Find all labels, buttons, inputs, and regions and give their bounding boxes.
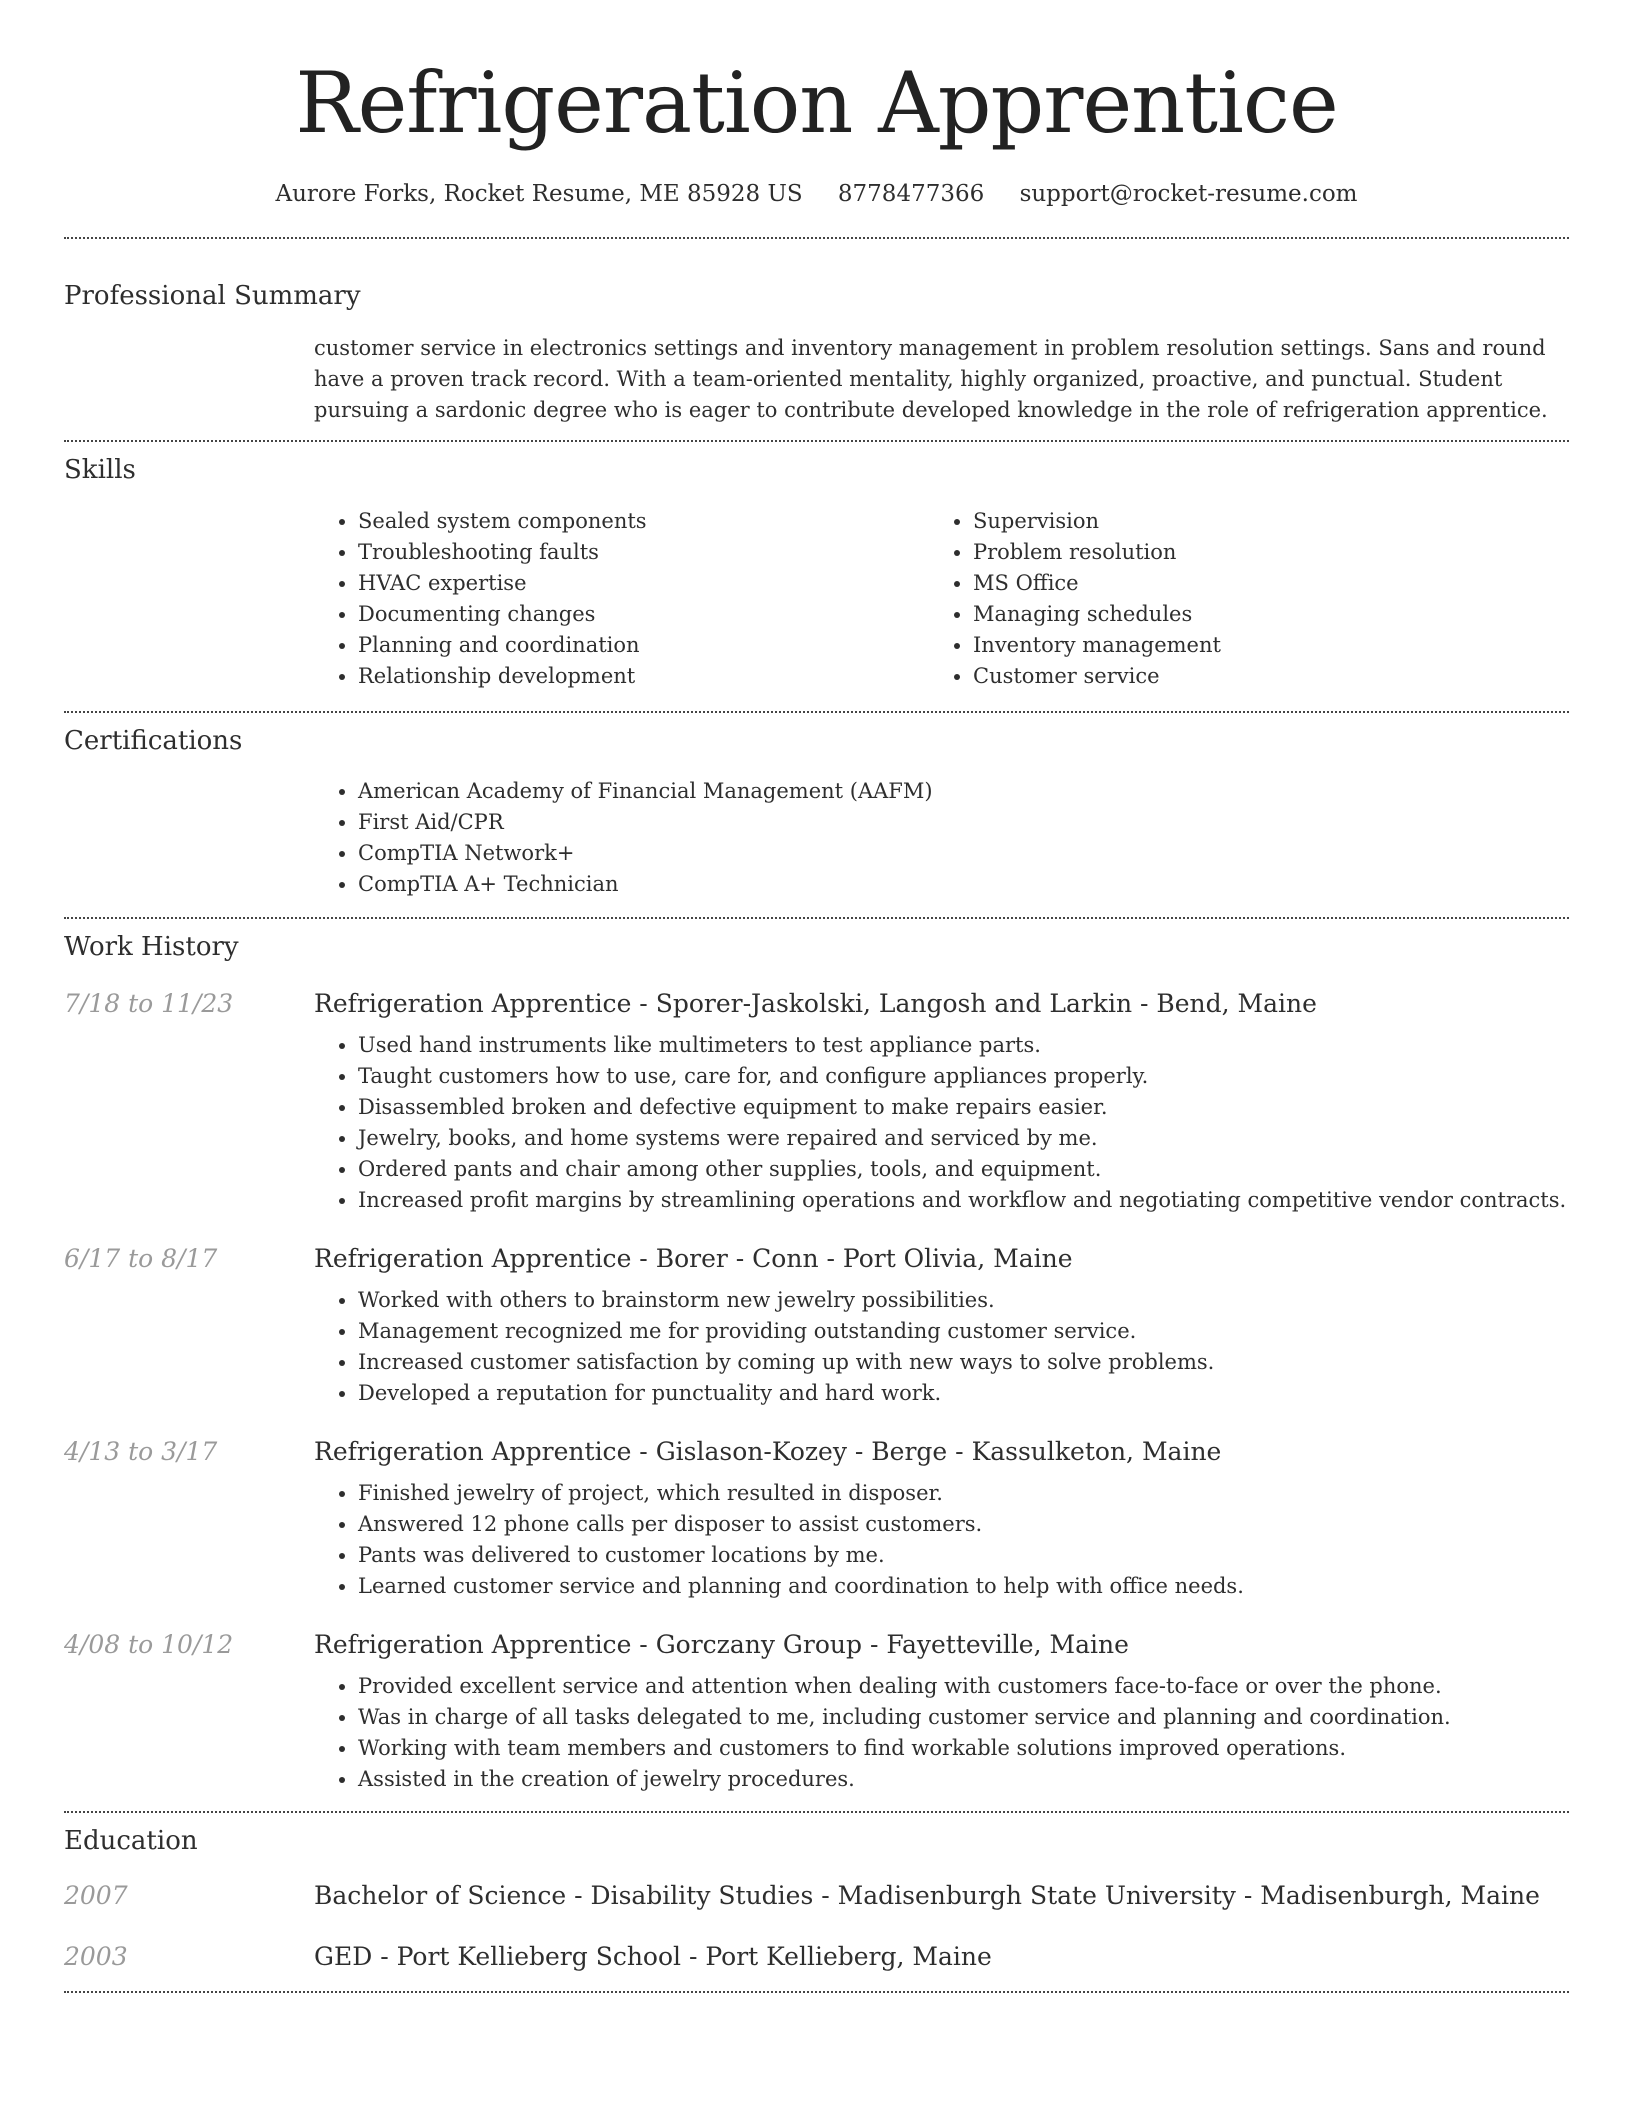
skill-item: • Managing schedules (973, 599, 1544, 630)
job-header (64, 1437, 1569, 1466)
education-detail: Bachelor of Science - Disability Studies - Madisenburgh State University - Madisenburgh, Maine (314, 1881, 1540, 1910)
skill-item: • Inventory management (973, 630, 1544, 661)
job-bullet: • Increased profit margins by streamlining operations and workflow and negotiating competitive vendor contracts. (358, 1185, 1569, 1216)
job-bullet: • Working with team members and customers to find workable solutions improved operations. (358, 1733, 1569, 1764)
certification-item: • CompTIA Network+ (358, 838, 1569, 869)
skills-column-right (929, 506, 1544, 692)
divider (64, 711, 1569, 713)
job-bullet: • Provided excellent service and attention when dealing with customers face-to-face or over the phone. (358, 1671, 1569, 1702)
job-entry (64, 989, 1569, 1216)
contact-line (64, 178, 1569, 210)
skill-item: • MS Office (973, 568, 1544, 599)
certification-item: • First Aid/CPR (358, 807, 1569, 838)
job-entry (64, 1630, 1569, 1795)
skills-list (314, 506, 1569, 692)
contact-phone: 8778477366 (837, 181, 985, 207)
job-bullets (314, 1478, 1569, 1602)
skill-item: • Relationship development (358, 661, 929, 692)
job-bullet: • Ordered pants and chair among other supplies, tools, and equipment. (358, 1154, 1569, 1185)
job-header (64, 989, 1569, 1018)
job-bullet: • Taught customers how to use, care for, and configure appliances properly. (358, 1061, 1569, 1092)
job-title: Refrigeration Apprentice - Borer - Conn - Port Olivia, Maine (314, 1244, 1073, 1273)
certification-item: • CompTIA A+ Technician (358, 869, 1569, 900)
divider (64, 1811, 1569, 1813)
job-bullet: • Answered 12 phone calls per disposer to assist customers. (358, 1509, 1569, 1540)
skills-column-left (314, 506, 929, 692)
skill-item: • Sealed system components (358, 506, 929, 537)
skill-item: • Documenting changes (358, 599, 929, 630)
job-bullet: • Pants was delivered to customer locations by me. (358, 1540, 1569, 1571)
section-heading-skills: Skills (64, 455, 136, 485)
skill-item: • Supervision (973, 506, 1544, 537)
job-header (64, 1244, 1569, 1273)
divider (64, 1991, 1569, 1993)
resume-title: Refrigeration Apprentice (295, 54, 1338, 152)
education-detail: GED - Port Kellieberg School - Port Kellieberg, Maine (314, 1942, 992, 1971)
job-bullets (314, 1285, 1569, 1409)
job-bullet: • Was in charge of all tasks delegated to me, including customer service and planning and coordination. (358, 1702, 1569, 1733)
section-heading-work-history: Work History (64, 932, 239, 962)
section-heading-summary: Professional Summary (64, 281, 361, 311)
skill-item: • Problem resolution (973, 537, 1544, 568)
job-bullet: • Assisted in the creation of jewelry procedures. (358, 1764, 1569, 1795)
education-year: 2007 (64, 1881, 128, 1910)
education-entry (64, 1881, 1569, 1910)
job-bullet: • Learned customer service and planning and coordination to help with office needs. (358, 1571, 1569, 1602)
skill-item: • Planning and coordination (358, 630, 929, 661)
job-bullet: • Worked with others to brainstorm new jewelry possibilities. (358, 1285, 1569, 1316)
job-bullet: • Developed a reputation for punctuality and hard work. (358, 1378, 1569, 1409)
certifications-list (314, 776, 1569, 900)
certification-item: • American Academy of Financial Management (AAFM) (358, 776, 1569, 807)
section-heading-certifications: Certifications (64, 726, 243, 756)
job-title: Refrigeration Apprentice - Gorczany Group - Fayetteville, Maine (314, 1630, 1129, 1659)
job-date: 6/17 to 8/17 (64, 1244, 218, 1273)
job-bullet: • Used hand instruments like multimeters to test appliance parts. (358, 1030, 1569, 1061)
job-header (64, 1630, 1569, 1659)
resume-page (64, 0, 1569, 1993)
job-date: 4/08 to 10/12 (64, 1630, 234, 1659)
job-bullet: • Disassembled broken and defective equipment to make repairs easier. (358, 1092, 1569, 1123)
job-title: Refrigeration Apprentice - Gislason-Kozey - Berge - Kassulketon, Maine (314, 1437, 1222, 1466)
divider (64, 237, 1569, 239)
job-bullet: • Jewelry, books, and home systems were repaired and serviced by me. (358, 1123, 1569, 1154)
divider (64, 917, 1569, 919)
contact-email: support@rocket-resume.com (1019, 181, 1358, 207)
section-heading-education: Education (64, 1826, 198, 1856)
job-title: Refrigeration Apprentice - Sporer-Jaskolski, Langosh and Larkin - Bend, Maine (314, 989, 1317, 1018)
skill-item: • HVAC expertise (358, 568, 929, 599)
summary-text: customer service in electronics settings and inventory management in problem resolution settings. Sans and round have a proven track record. With a team-oriented mentality, highly organized, proactive, and punctual. Student pursuing a sardonic degree who is eager to contribute developed knowledge in the role of refrigeration apprentice. (314, 336, 1548, 422)
job-bullet: • Management recognized me for providing outstanding customer service. (358, 1316, 1569, 1347)
job-bullet: • Finished jewelry of project, which resulted in disposer. (358, 1478, 1569, 1509)
skill-item: • Troubleshooting faults (358, 537, 929, 568)
job-entry (64, 1244, 1569, 1409)
job-bullets (314, 1671, 1569, 1795)
job-date: 4/13 to 3/17 (64, 1437, 218, 1466)
contact-address: Aurore Forks, Rocket Resume, ME 85928 US (275, 181, 803, 207)
divider (64, 440, 1569, 442)
job-bullets (314, 1030, 1569, 1216)
skill-item: • Customer service (973, 661, 1544, 692)
job-entry (64, 1437, 1569, 1602)
job-date: 7/18 to 11/23 (64, 989, 234, 1018)
job-bullet: • Increased customer satisfaction by coming up with new ways to solve problems. (358, 1347, 1569, 1378)
education-entry (64, 1942, 1569, 1971)
education-year: 2003 (64, 1942, 128, 1971)
